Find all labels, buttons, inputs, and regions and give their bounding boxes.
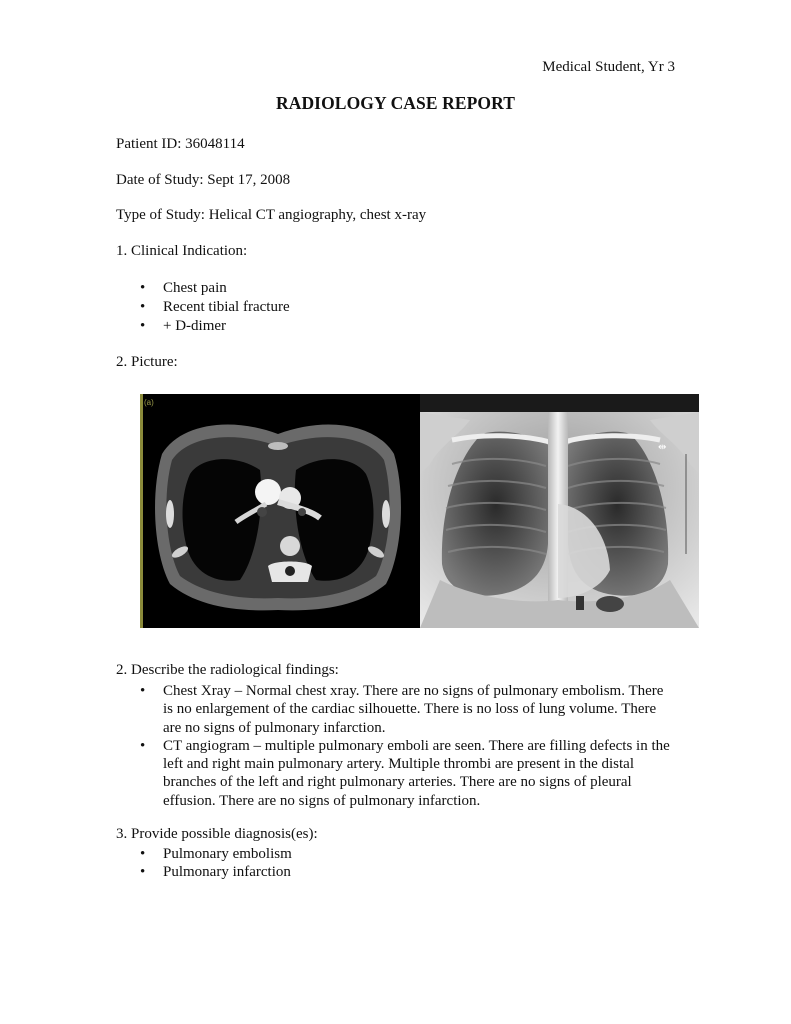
clinical-indication-heading: 1. Clinical Indication: — [116, 243, 248, 259]
radiology-images-graphic — [140, 394, 699, 628]
ct-panel-label: (a) — [144, 398, 154, 407]
list-item: • + D-dimer — [116, 317, 290, 336]
clinical-indication-list — [116, 279, 290, 336]
diagnosis-list — [116, 845, 292, 882]
date-of-study: Date of Study: Sept 17, 2008 — [116, 172, 291, 188]
author-line: Medical Student, Yr 3 — [542, 59, 675, 75]
diagnosis-heading: 3. Provide possible diagnosis(es): — [116, 826, 318, 842]
list-item: • Pulmonary embolism — [116, 845, 292, 863]
list-item: • CT angiogram – multiple pulmonary emboli are seen. There are filling defects in the left and right main pulmonary artery. Multiple thrombi are present in the distal branches of the left and right pulmonary arteries. There are no signs of pleural effusion. There are no signs of pulmonary infarction. — [116, 737, 676, 810]
type-of-study: Type of Study: Helical CT angiography, chest x-ray — [116, 207, 427, 223]
findings-heading: 2. Describe the radiological findings: — [116, 662, 339, 678]
list-item: • Chest Xray – Normal chest xray. There are no signs of pulmonary embolism. There is no enlargement of the cardiac silhouette. There is no loss of lung volume. There are no signs of pulmonary infarction. — [116, 682, 676, 737]
findings-list — [116, 682, 676, 810]
patient-id: Patient ID: 36048114 — [116, 136, 245, 152]
chest-xray-image — [420, 394, 699, 628]
ct-angiogram-image — [140, 394, 416, 628]
svg-text:⇹: ⇹ — [658, 442, 667, 453]
picture-heading: 2. Picture: — [116, 354, 178, 370]
list-item: • Chest pain — [116, 279, 290, 298]
report-title: RADIOLOGY CASE REPORT — [275, 93, 516, 113]
list-item: • Recent tibial fracture — [116, 298, 290, 317]
list-item: • Pulmonary infarction — [116, 863, 292, 881]
radiology-images — [140, 394, 699, 628]
